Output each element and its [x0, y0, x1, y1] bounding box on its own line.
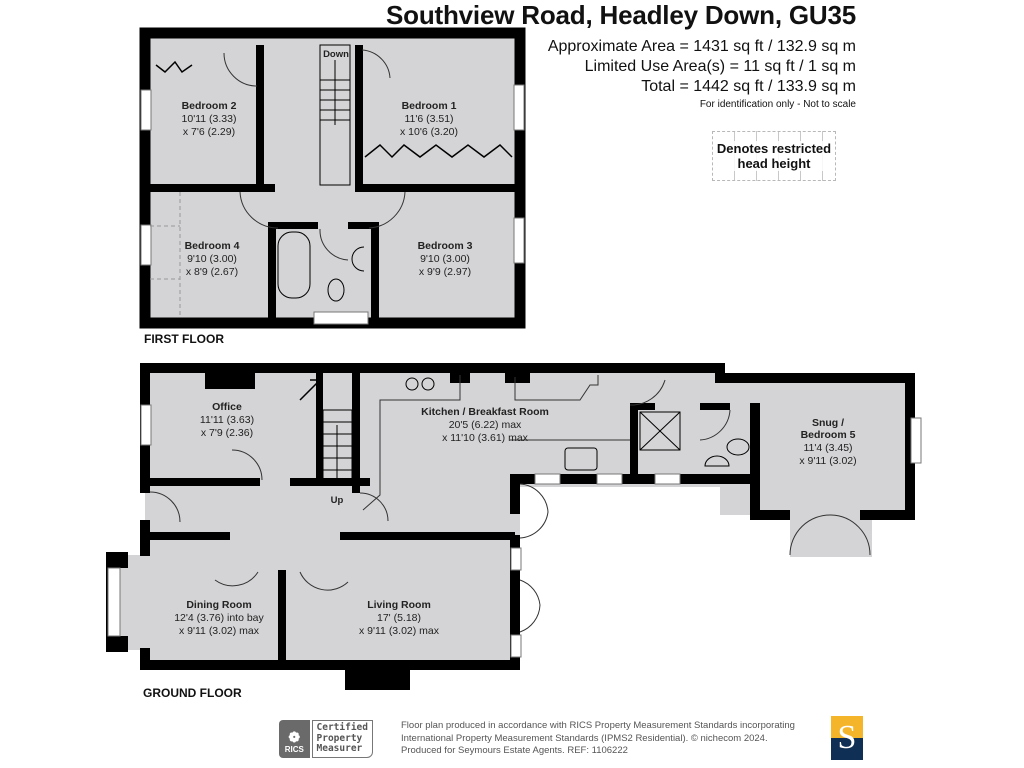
living-room-label: Living Room 17' (5.18) x 9'11 (3.02) max — [358, 599, 440, 637]
bedroom-4-label: Bedroom 4 9'10 (3.00) x 8'9 (2.67) — [184, 240, 240, 278]
rics-text: RICS — [284, 745, 304, 754]
first-floor-plan — [141, 33, 524, 324]
cert-line-2: Property — [316, 732, 363, 744]
limited-use-area: Limited Use Area(s) = 11 sq ft / 1 sq m — [584, 58, 856, 75]
stairs-up-label: Up — [330, 495, 344, 506]
seymours-logo — [831, 716, 863, 760]
cert-line-1: Certified — [316, 722, 368, 733]
snug-label: Snug / Bedroom 5 11'4 (3.45) x 9'11 (3.02) — [799, 417, 857, 467]
rics-lion-icon: ❁ — [288, 729, 301, 745]
property-title: Southview Road, Headley Down, GU35 — [386, 0, 856, 30]
bedroom-1-label: Bedroom 1 11'6 (3.51) x 10'6 (3.20) — [399, 100, 459, 138]
scale-disclaimer: For identification only - Not to scale — [699, 99, 856, 110]
approximate-area: Approximate Area = 1431 sq ft / 132.9 sq m — [547, 38, 856, 55]
certified-measurer-text — [312, 720, 373, 758]
legend-text: Denotes restricted head height — [713, 141, 835, 171]
footer-line-2: International Property Measurement Standards (IPMS2 Residential). © nichecom 2024. — [401, 732, 768, 744]
footer-disclaimer — [401, 720, 795, 758]
bedroom-3-label: Bedroom 3 9'10 (3.00) x 9'9 (2.97) — [417, 240, 473, 278]
dining-room-label: Dining Room 12'4 (3.76) into bay x 9'11 (3.02) max — [174, 599, 264, 637]
bedroom-2-label: Bedroom 2 10'11 (3.33) x 7'6 (2.29) — [181, 100, 237, 138]
first-floor-label: FIRST FLOOR — [144, 332, 224, 346]
seymours-s-letter: S — [837, 719, 857, 756]
office-label: Office 11'11 (3.63) x 7'9 (2.36) — [199, 401, 255, 439]
stairs-down-label: Down — [323, 49, 349, 60]
rics-certified-badge — [279, 720, 373, 758]
cert-line-3: Measurer — [316, 743, 363, 754]
ground-floor-label: GROUND FLOOR — [143, 686, 242, 700]
footer-line-3: Produced for Seymours Estate Agents. REF: 1106222 — [401, 745, 628, 756]
total-area: Total = 1442 sq ft / 133.9 sq m — [641, 78, 856, 95]
footer-line-1: Floor plan produced in accordance with RICS Property Measurement Standards incorporating — [401, 720, 795, 731]
rics-logo — [279, 720, 310, 758]
kitchen-label: Kitchen / Breakfast Room 20'5 (6.22) max x 11'10 (3.61) max — [421, 406, 549, 444]
